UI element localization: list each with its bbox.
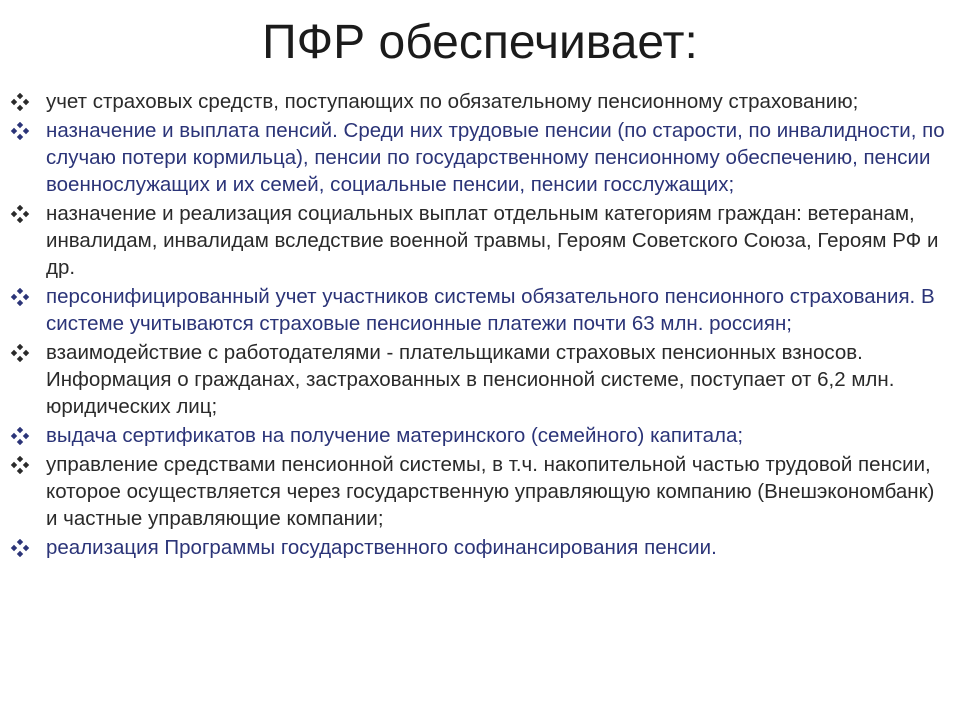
bullet-text: учет страховых средств, поступающих по обязательному пенсионному страхованию; (46, 90, 859, 113)
bullet-item (10, 88, 950, 115)
bullet-text: управление средствами пенсионной системы, в т.ч. накопительной частью трудовой пенсии, которое осуществляется через государственную управляющую компанию (Внешэкономбанк) и частные управляющие компании; (46, 453, 935, 530)
bullet-item (10, 339, 950, 420)
bullet-item (10, 117, 950, 198)
diamond-bullet-icon (10, 456, 30, 474)
diamond-bullet-icon (10, 288, 30, 306)
diamond-bullet-icon (10, 205, 30, 223)
bullet-text: выдача сертификатов на получение материнского (семейного) капитала; (46, 424, 744, 447)
diamond-bullet-icon (10, 344, 30, 362)
slide-title: ПФР обеспечивает: (262, 16, 698, 69)
bullet-item (10, 283, 950, 337)
bullet-list (10, 88, 950, 563)
diamond-bullet-icon (10, 427, 30, 445)
bullet-item (10, 200, 950, 281)
bullet-text: персонифицированный учет участников системы обязательного пенсионного страхования. В системе учитываются страховые пенсионные платежи почти 63 млн. россиян; (46, 285, 935, 335)
bullet-item (10, 451, 950, 532)
bullet-text: назначение и выплата пенсий. Среди них трудовые пенсии (по старости, по инвалидности, по случаю потери кормильца), пенсии по государственному пенсионному обеспечению, пенсии военнослужащих и их семей, социальные пенсии, пенсии госслужащих; (46, 119, 945, 196)
diamond-bullet-icon (10, 93, 30, 111)
diamond-bullet-icon (10, 539, 30, 557)
bullet-text: взаимодействие с работодателями - плательщиками страховых пенсионных взносов. Информация о гражданах, застрахованных в пенсионной системе, поступает от 6,2 млн. юридических лиц; (46, 341, 895, 418)
bullet-item (10, 534, 950, 561)
diamond-bullet-icon (10, 122, 30, 140)
bullet-text: назначение и реализация социальных выплат отдельным категориям граждан: ветеранам, инвалидам, инвалидам вследствие военной травмы, Героям Советского Союза, Героям РФ и др. (46, 202, 939, 279)
bullet-item (10, 422, 950, 449)
bullet-text: реализация Программы государственного софинансирования пенсии. (46, 536, 717, 559)
